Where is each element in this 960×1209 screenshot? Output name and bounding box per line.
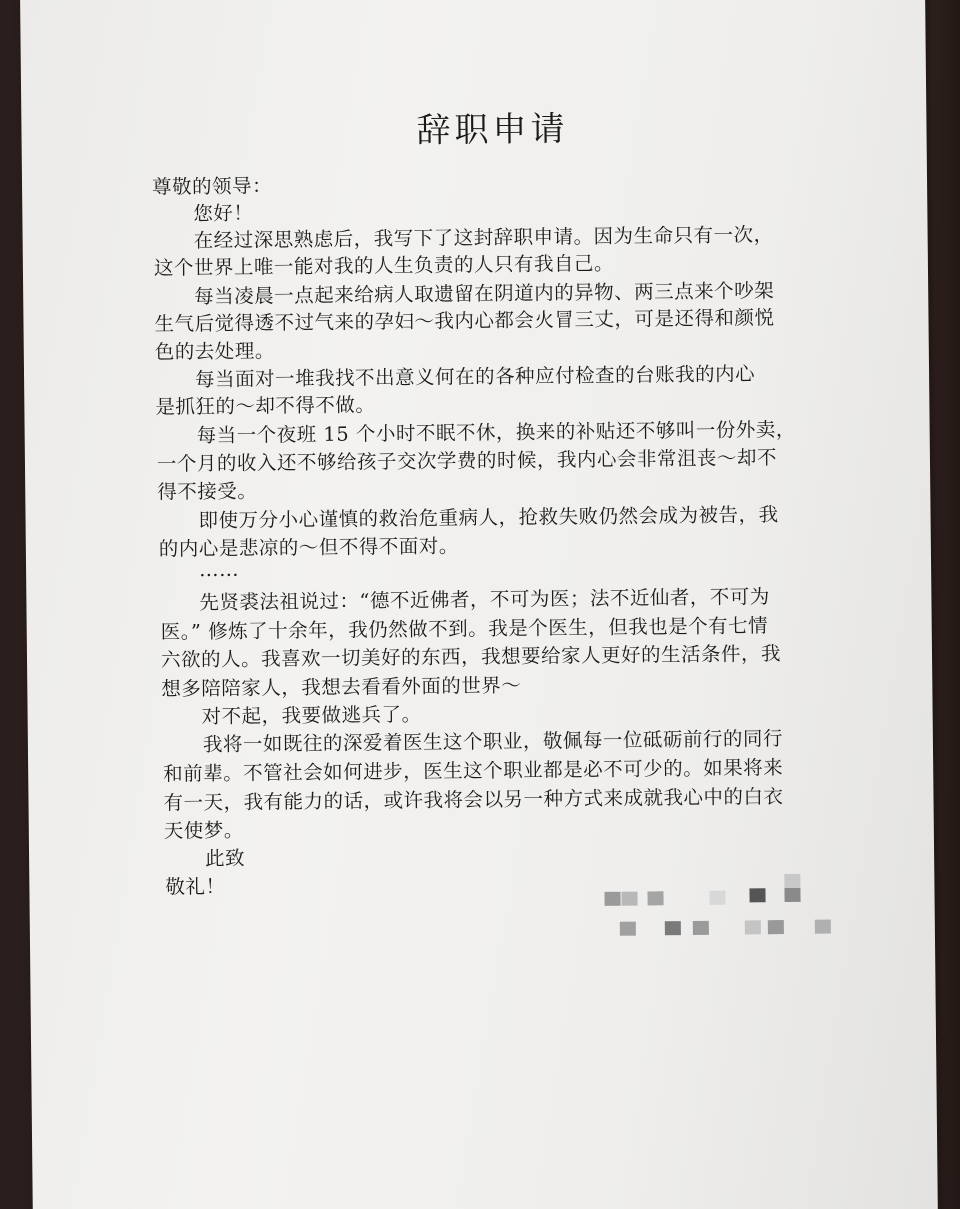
salutation: 尊敬的领导： <box>151 174 273 199</box>
body-line: 天使梦。 <box>163 818 244 843</box>
body-line: 先贤裘法祖说过：“德不近佛者，不可为医；法不近仙者，不可为 <box>199 585 770 615</box>
body-line: 生气后觉得透不过气来的孕妇～我内心都会火冒三丈，可是还得和颜悦 <box>154 306 775 336</box>
greeting: 您好！ <box>193 201 254 226</box>
body-line: 是抓狂的～却不得不做。 <box>155 393 376 419</box>
body-line: 对不起，我要做逃兵了。 <box>201 702 422 729</box>
body-line: 六欲的人。我喜欢一切美好的东西，我想要给家人更好的生活条件，我 <box>160 642 782 672</box>
body-line: 我将一如既往的深爱着医生这个职业，敬佩每一位砥砺前行的同行 <box>202 727 784 757</box>
body-line: 有一天，我有能力的话，或许我将会以另一种方式来成就我心中的白衣 <box>163 785 784 815</box>
body-line: 的内心是悲凉的～但不得不面对。 <box>158 534 459 561</box>
body-line: 每当一个夜班 15 个小时不眠不休，换来的补贴还不够叫一份外卖， <box>196 417 796 448</box>
body-line: 一个月的收入还不够给孩子交次学费的时候，我内心会非常沮丧～却不 <box>156 446 778 476</box>
body-line: 和前辈。不管社会如何进步，医生这个职业都是必不可少的。如果将来 <box>163 756 784 786</box>
body-line: 得不接受。 <box>157 479 258 504</box>
body-line: 想多陪陪家人，我想去看看外面的世界～ <box>161 673 522 701</box>
closing-phrase: 此致 <box>204 846 246 871</box>
paper-sheet <box>20 0 938 1209</box>
body-line: 在经过深思熟虑后，我写下了这封辞职申请。因为生命只有一次， <box>193 223 774 253</box>
pixelated-signature <box>599 871 850 944</box>
body-line: 每当凌晨一点起来给病人取遗留在阴道内的异物、两三点来个吵架 <box>194 279 775 309</box>
body-line: 这个世界上唯一能对我的人生负责的人只有我自己。 <box>153 251 615 280</box>
body-line: 即使万分小心谨慎的救治危重病人，抢救失败仍然会成为被告，我 <box>198 503 779 533</box>
document-title: 辞职申请 <box>416 109 569 151</box>
body-line: 每当面对一堆我找不出意义何在的各种应付检查的台账我的内心 <box>194 362 756 392</box>
ellipsis: …… <box>198 557 240 582</box>
body-line: 色的去处理。 <box>154 339 275 364</box>
body-line: 医。” 修炼了十余年，我仍然做不到。我是个医生，但我也是个有七情 <box>160 614 769 644</box>
closing-salute: 敬礼！ <box>165 874 226 899</box>
